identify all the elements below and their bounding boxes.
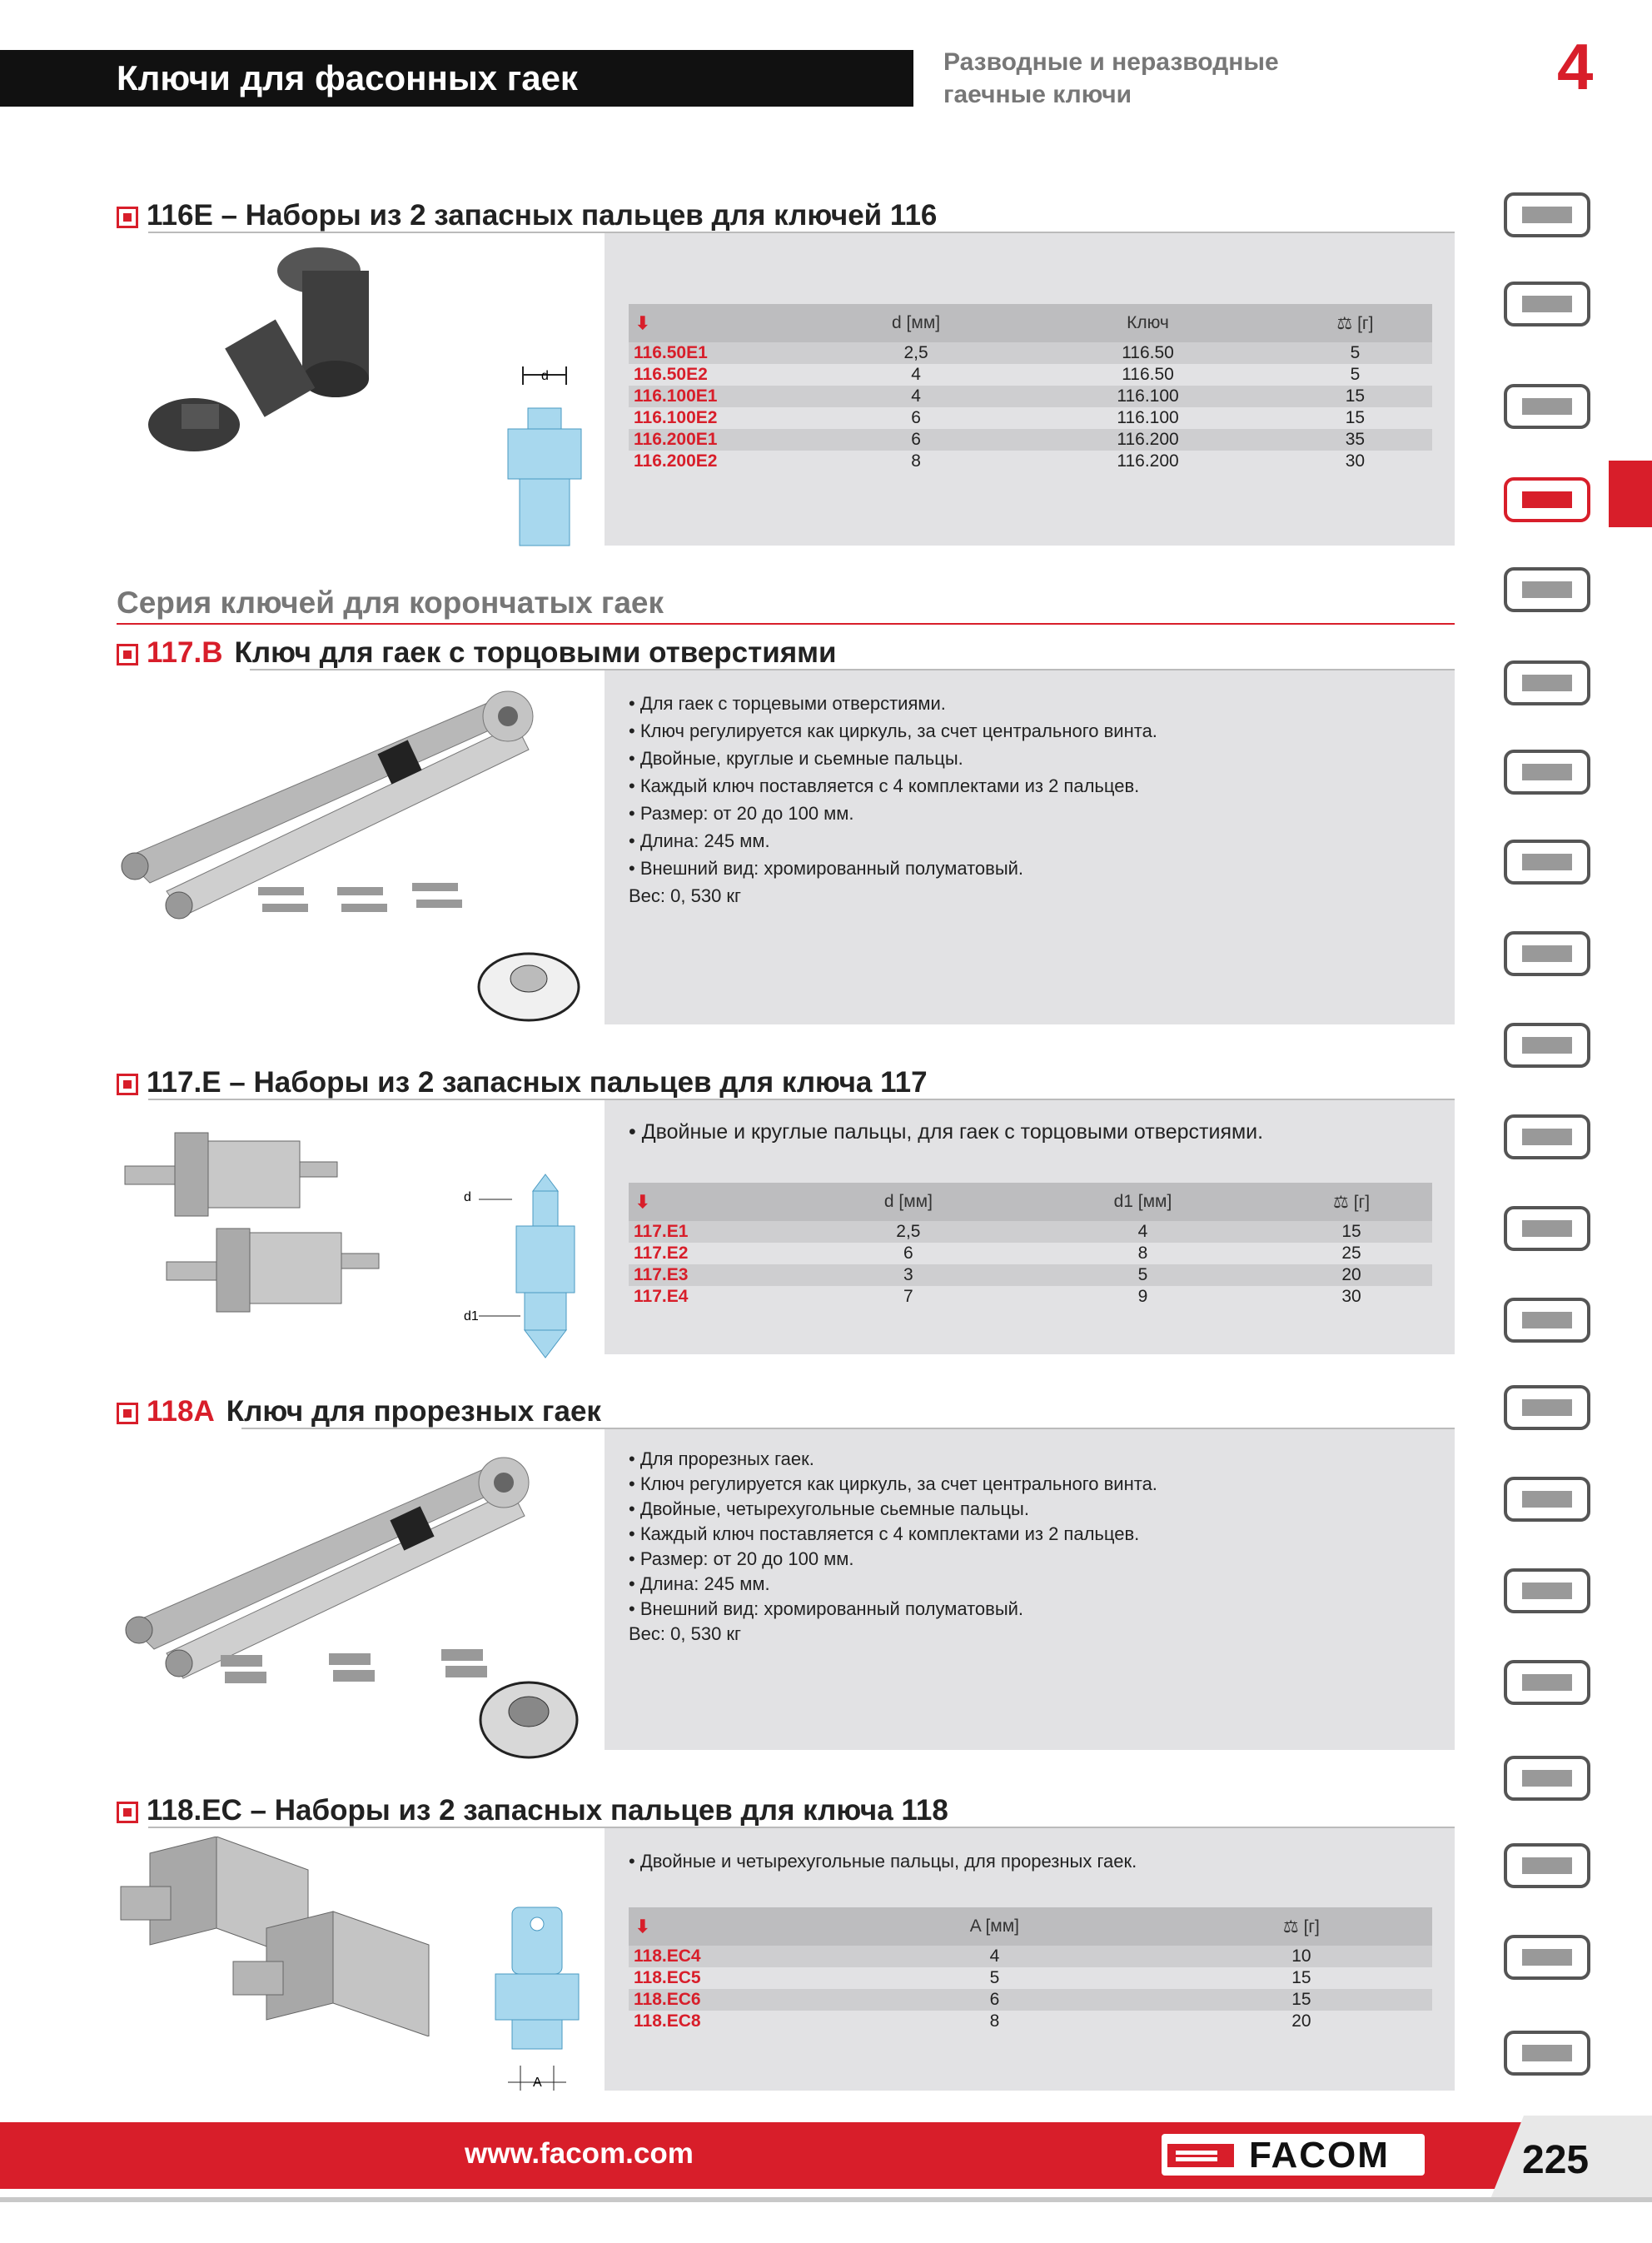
footer-line bbox=[0, 2197, 1652, 2202]
section-118a-heading bbox=[117, 1393, 601, 1430]
table-cell: 15 bbox=[1171, 1967, 1432, 1989]
hammer-icon[interactable] bbox=[1497, 1012, 1605, 1083]
table-cell: 116.100E1 bbox=[629, 386, 814, 407]
feature-line: • Длина: 245 мм. bbox=[629, 830, 770, 851]
car-icon[interactable] bbox=[1497, 1832, 1605, 1903]
table-cell: 117.E1 bbox=[629, 1221, 802, 1243]
table-cell: 8 bbox=[814, 451, 1018, 472]
section-marker-icon bbox=[117, 644, 138, 665]
airplane-icon[interactable] bbox=[1497, 2020, 1605, 2091]
feature-line: • Каждый ключ поставляется с 4 комплектами из 2 пальцев. bbox=[629, 1523, 1140, 1544]
col-header: d1 [мм] bbox=[1015, 1183, 1271, 1221]
feature-line: • Для прорезных гаек. bbox=[629, 1448, 814, 1469]
col-header: Ключ bbox=[1018, 304, 1278, 342]
table-cell: 15 bbox=[1278, 407, 1432, 429]
pin-118ec-diagram bbox=[483, 1899, 600, 2099]
section-marker-icon bbox=[117, 207, 138, 228]
table-cell: 118.EC4 bbox=[629, 1946, 819, 1967]
section-marker-icon bbox=[117, 1802, 138, 1823]
impact-wrench-icon[interactable] bbox=[1497, 1374, 1605, 1445]
section-117e-heading bbox=[117, 1064, 928, 1101]
feature-line: Вес: 0, 530 кг bbox=[629, 885, 742, 906]
table-cell: 20 bbox=[1271, 1264, 1432, 1286]
col-header bbox=[1171, 1907, 1432, 1946]
col-header-text: [г] bbox=[1357, 313, 1374, 333]
table-row bbox=[629, 1264, 1432, 1286]
chapter-tab bbox=[1609, 461, 1652, 527]
tool-cabinet-icon[interactable] bbox=[1497, 271, 1605, 341]
table-cell: 30 bbox=[1278, 451, 1432, 472]
table-cell: 10 bbox=[1171, 1946, 1432, 1967]
table-cell: 116.50 bbox=[1018, 364, 1278, 386]
col-header-text: [г] bbox=[1303, 1917, 1320, 1936]
section-118ec-title: 118.EC – Наборы из 2 запасных пальцев для ключа 118 bbox=[147, 1794, 948, 1827]
table-cell: 116.50 bbox=[1018, 342, 1278, 364]
table-cell: 25 bbox=[1271, 1243, 1432, 1264]
chapter-number: 4 bbox=[1557, 30, 1594, 103]
dim-d-label: d bbox=[464, 1190, 471, 1204]
section-117b-title: Ключ для гаек с торцовыми отверстиями bbox=[234, 636, 837, 669]
feature-line: • Ключ регулируется как циркуль, за счет центрального винта. bbox=[629, 720, 1157, 741]
feature-line: • Длина: 245 мм. bbox=[629, 1573, 770, 1594]
col-header-text: [г] bbox=[1353, 1192, 1371, 1212]
table-row bbox=[629, 1967, 1432, 1989]
feature-line: • Двойные, круглые и сьемные пальцы. bbox=[629, 748, 963, 769]
table-cell: 116.200 bbox=[1018, 451, 1278, 472]
table-cell: 9 bbox=[1015, 1286, 1271, 1308]
col-header bbox=[1278, 304, 1432, 342]
section-marker-icon bbox=[117, 1403, 138, 1424]
table-cell: 5 bbox=[1278, 342, 1432, 364]
series-heading: Серия ключей для корончатых гаек bbox=[117, 586, 664, 620]
wrench-117b-image bbox=[117, 679, 600, 1029]
section-116e-title: 116E – Наборы из 2 запасных пальцев для ключей 116 bbox=[147, 199, 938, 232]
hacksaw-icon[interactable] bbox=[1497, 1104, 1605, 1174]
section-117b-features bbox=[629, 690, 1157, 910]
wrench-118a-image bbox=[121, 1437, 600, 1770]
table-cell: 8 bbox=[819, 2011, 1171, 2032]
weight-icon: ⚖ bbox=[1282, 1917, 1299, 1936]
table-row bbox=[629, 1221, 1432, 1243]
table-cell: 118.EC6 bbox=[629, 1989, 819, 2011]
feature-line: • Ключ регулируется как циркуль, за счет центрального винта. bbox=[629, 1473, 1157, 1494]
dim-d-label: d bbox=[541, 369, 549, 383]
page-title: Ключи для фасонных гаек bbox=[117, 58, 578, 97]
table-cell: 30 bbox=[1271, 1286, 1432, 1308]
feature-line: Вес: 0, 530 кг bbox=[629, 1623, 742, 1644]
toolbox-icon[interactable] bbox=[1497, 182, 1605, 252]
table-cell: 4 bbox=[814, 364, 1018, 386]
table-cell: 118.EC8 bbox=[629, 2011, 819, 2032]
section-118a-features bbox=[629, 1447, 1157, 1647]
table-cell: 116.100 bbox=[1018, 386, 1278, 407]
table-cell: 117.E4 bbox=[629, 1286, 802, 1308]
feature-line: • Внешний вид: хромированный полуматовый. bbox=[629, 858, 1024, 879]
page-number: 225 bbox=[1522, 2138, 1590, 2182]
pliers-icon[interactable] bbox=[1497, 829, 1605, 900]
table-cell: 5 bbox=[1278, 364, 1432, 386]
facom-logo-icon: ⬇ bbox=[629, 1907, 819, 1946]
pins-116e-image bbox=[115, 237, 440, 454]
weight-icon: ⚖ bbox=[1336, 313, 1353, 333]
tester-icon[interactable] bbox=[1497, 1287, 1605, 1358]
table-116e bbox=[629, 304, 1432, 472]
feature-line: • Двойные, четырехугольные сьемные пальцы. bbox=[629, 1498, 1029, 1519]
tape-measure-icon[interactable] bbox=[1497, 920, 1605, 991]
pin-116e-diagram bbox=[500, 358, 600, 550]
feature-line: • Размер: от 20 до 100 мм. bbox=[629, 803, 854, 824]
screwdriver-icon[interactable] bbox=[1497, 739, 1605, 810]
truck-icon[interactable] bbox=[1497, 1924, 1605, 1995]
bar-icon[interactable] bbox=[1497, 1745, 1605, 1816]
section-117b-code: 117.B bbox=[147, 636, 223, 669]
facom-logo-icon: ⬇ bbox=[629, 304, 814, 342]
table-cell: 2,5 bbox=[814, 342, 1018, 364]
dim-a-label: A bbox=[533, 2076, 542, 2090]
chapter-subtitle-line1: Разводные и неразводные bbox=[943, 48, 1279, 76]
table-cell: 116.50E1 bbox=[629, 342, 814, 364]
facom-logo-icon bbox=[1167, 2141, 1242, 2171]
ratchet-icon[interactable] bbox=[1497, 650, 1605, 720]
table-cell: 5 bbox=[819, 1967, 1171, 1989]
drawer-icon[interactable] bbox=[1497, 373, 1605, 444]
col-header: d [мм] bbox=[802, 1183, 1015, 1221]
section-118a-code: 118A bbox=[147, 1395, 215, 1428]
table-cell: 6 bbox=[802, 1243, 1015, 1264]
pin-117e-diagram bbox=[454, 1166, 604, 1370]
table-cell: 6 bbox=[814, 429, 1018, 451]
table-cell: 116.200E2 bbox=[629, 451, 814, 472]
facom-logo-icon: ⬇ bbox=[629, 1183, 802, 1221]
table-cell: 8 bbox=[1015, 1243, 1271, 1264]
vise-icon[interactable] bbox=[1497, 1466, 1605, 1537]
feature-line: • Внешний вид: хромированный полуматовый. bbox=[629, 1598, 1024, 1619]
weight-icon: ⚖ bbox=[1333, 1192, 1349, 1212]
table-row bbox=[629, 429, 1432, 451]
table-cell: 117.E2 bbox=[629, 1243, 802, 1264]
socket-icon[interactable] bbox=[1497, 556, 1605, 627]
table-cell: 6 bbox=[819, 1989, 1171, 2011]
table-cell: 116.100E2 bbox=[629, 407, 814, 429]
section-117b-heading bbox=[117, 635, 837, 671]
table-cell: 116.200E1 bbox=[629, 429, 814, 451]
table-cell: 4 bbox=[819, 1946, 1171, 1967]
wrench-icon[interactable] bbox=[1497, 466, 1605, 537]
table-row bbox=[629, 451, 1432, 472]
table-cell: 15 bbox=[1271, 1221, 1432, 1243]
table-cell: 4 bbox=[1015, 1221, 1271, 1243]
section-117e-feature: • Двойные и круглые пальцы, для гаек с торцовыми отверстиями. bbox=[629, 1120, 1264, 1144]
table-cell: 116.50E2 bbox=[629, 364, 814, 386]
table-row bbox=[629, 1243, 1432, 1264]
col-header: d [мм] bbox=[814, 304, 1018, 342]
col-header: A [мм] bbox=[819, 1907, 1171, 1946]
section-117e-title: 117.E – Наборы из 2 запасных пальцев для ключа 117 bbox=[147, 1066, 928, 1099]
table-cell: 6 bbox=[814, 407, 1018, 429]
table-row bbox=[629, 342, 1432, 364]
table-cell: 7 bbox=[802, 1286, 1015, 1308]
chapter-subtitle bbox=[943, 46, 1279, 111]
table-117e bbox=[629, 1183, 1432, 1308]
table-cell: 4 bbox=[814, 386, 1018, 407]
table-cell: 5 bbox=[1015, 1264, 1271, 1286]
puller-icon[interactable] bbox=[1497, 1195, 1605, 1266]
table-row bbox=[629, 1946, 1432, 1967]
table-row bbox=[629, 2011, 1432, 2032]
feature-line: • Для гаек с торцевыми отверстиями. bbox=[629, 693, 946, 714]
table-row bbox=[629, 386, 1432, 407]
feature-line: • Каждый ключ поставляется с 4 комплектами из 2 пальцев. bbox=[629, 775, 1140, 796]
safety-icon[interactable] bbox=[1497, 1558, 1605, 1628]
series-rule bbox=[117, 623, 1455, 625]
table-cell: 118.EC5 bbox=[629, 1967, 819, 1989]
table-cell: 3 bbox=[802, 1264, 1015, 1286]
chapter-subtitle-line2: гаечные ключи bbox=[943, 81, 1132, 108]
section-118ec-feature: • Двойные и четырехугольные пальцы, для прорезных гаек. bbox=[629, 1851, 1137, 1872]
table-118ec bbox=[629, 1907, 1432, 2032]
section-118a-title: Ключ для прорезных гаек bbox=[226, 1395, 601, 1428]
section-118ec-heading bbox=[117, 1792, 948, 1829]
facom-logo-text: FACOM bbox=[1249, 2135, 1390, 2176]
footer-url[interactable]: www.facom.com bbox=[465, 2137, 694, 2170]
pins-118ec-image bbox=[117, 1837, 441, 2036]
table-cell: 2,5 bbox=[802, 1221, 1015, 1243]
table-row bbox=[629, 1286, 1432, 1308]
section-marker-icon bbox=[117, 1074, 138, 1095]
section-116e-heading bbox=[117, 197, 937, 234]
table-cell: 20 bbox=[1171, 2011, 1432, 2032]
electrical-icon[interactable] bbox=[1497, 1649, 1605, 1720]
pins-117e-image bbox=[117, 1116, 400, 1328]
col-header bbox=[1271, 1183, 1432, 1221]
table-cell: 15 bbox=[1171, 1989, 1432, 2011]
table-cell: 116.100 bbox=[1018, 407, 1278, 429]
table-cell: 116.200 bbox=[1018, 429, 1278, 451]
table-cell: 35 bbox=[1278, 429, 1432, 451]
dim-d1-label: d1 bbox=[464, 1309, 479, 1323]
table-row bbox=[629, 364, 1432, 386]
table-cell: 117.E3 bbox=[629, 1264, 802, 1286]
table-cell: 15 bbox=[1278, 386, 1432, 407]
table-row bbox=[629, 1989, 1432, 2011]
table-row bbox=[629, 407, 1432, 429]
feature-line: • Размер: от 20 до 100 мм. bbox=[629, 1548, 854, 1569]
